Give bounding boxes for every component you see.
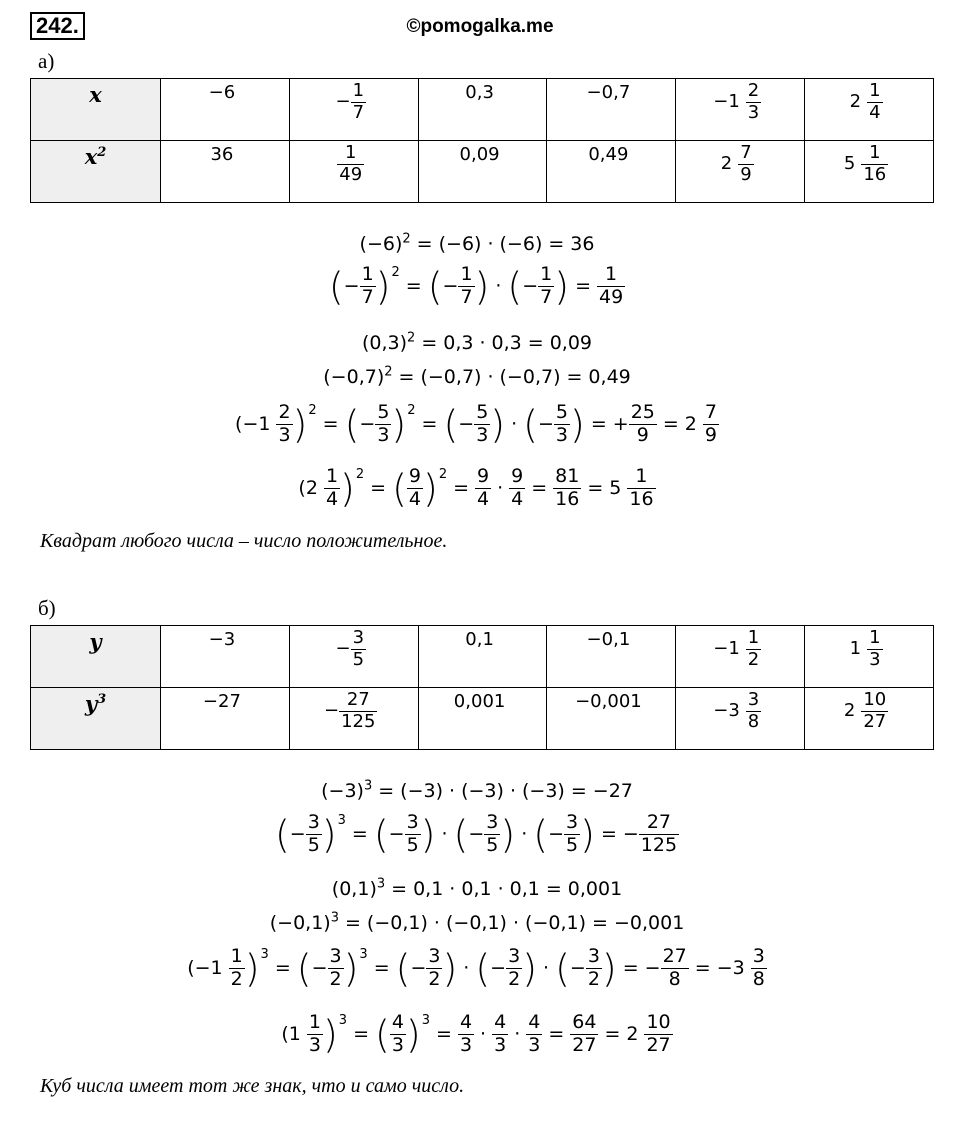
math-term: = [545,878,562,901]
math-term: 0,49 [588,144,629,165]
math-term: − $\frac{27}{125}$ [622,810,678,856]
fraction: $\frac{1}{7}$ [460,262,473,308]
fraction: $\frac{5}{3}$ [476,400,489,446]
math-term: (− $\frac{5}{3}$ )$^2$ [344,400,416,446]
math-term: = [345,912,361,935]
math-term: · [487,233,494,256]
fraction: $\frac{3}{5}$ [352,627,365,670]
fraction: $\frac{9}{4}$ [511,464,524,510]
table-cell [547,79,676,141]
math-term: $(-0,7)^2$ [323,365,393,389]
fraction: $\frac{10}{27}$ [646,1010,671,1056]
math-term: = [322,412,339,435]
math-term: −27 [592,780,633,803]
math-term [526,1010,542,1056]
math-term: (− $\frac{3}{2}$ ) [555,944,617,990]
table-cell [676,626,805,688]
math-term [644,1010,672,1056]
math-term: − $\frac{1}{7}$ [335,80,365,123]
fraction: $\frac{1}{2}$ [747,627,760,670]
math-term: 2 [849,91,862,113]
math-term: 0,09 [549,332,593,355]
math-term [570,1010,598,1056]
fraction: $\frac{2}{3}$ [278,400,291,446]
fraction: $\frac{4}{3}$ [459,1010,473,1056]
fraction: $\frac{3}{5}$ [566,810,579,856]
table-cell [289,688,418,750]
fraction: $\frac{1}{16}$ [863,142,887,185]
math-term: · [512,912,520,935]
fraction: $\frac{1}{7}$ [361,262,374,308]
math-term: (− $\frac{3}{5}$ )$^3$ [274,810,346,856]
math-term [492,1010,508,1056]
math-term: 36 [210,144,234,165]
table-cell [805,79,934,141]
watermark: ©pomogalka.me [406,16,554,37]
table-cell [676,141,805,203]
fraction: $\frac{9}{4}$ [408,464,421,510]
math-term: 0,3 [465,82,494,103]
math-term: $(-6)^2$ [359,232,411,256]
equation [0,946,960,990]
math-term: −3 [716,956,745,979]
math-term: (−0,1) [445,912,507,935]
math-term [703,400,719,446]
math-term: $(0,3)^2$ [361,331,416,355]
table-b [30,625,934,750]
math-term: · [497,476,504,499]
fraction: $\frac{4}{3}$ [494,1010,507,1056]
math-term [627,464,655,510]
math-term: (−0,7) [420,366,482,389]
math-term: = [274,956,291,979]
equation [0,1012,960,1056]
table-cell [676,688,805,750]
fraction: $\frac{3}{8}$ [747,689,760,732]
math-term: = [378,780,395,803]
math-term [553,464,581,510]
equation [0,812,960,856]
math-term: −0,7 [586,82,631,103]
fraction: $\frac{1}{4}$ [869,80,881,123]
table-row [31,141,934,203]
math-term: 0,1 [465,629,494,650]
math-term: − $\frac{3}{5}$ [335,627,365,670]
math-term: (−6) [499,233,543,256]
table-cell [289,141,418,203]
table-cell [547,688,676,750]
fraction: $\frac{27}{8}$ [662,944,687,990]
fraction: $\frac{3}{2}$ [587,944,600,990]
fraction: $\frac{1}{16}$ [629,464,654,510]
math-term: −1 [713,638,740,660]
math-term: = [421,412,438,435]
math-term: (−6) [438,233,482,256]
math-term: · [521,822,528,845]
equation [0,365,960,388]
math-term: $(-3)^3$ [321,779,373,803]
math-term [458,1010,474,1056]
math-term: 0,1 [413,878,444,901]
row-header: $y^3$ [31,688,161,750]
math-term: (− $\frac{3}{5}$ ) [373,810,436,856]
math-term: = [421,332,438,355]
math-term: (−1 [235,412,271,435]
math-term: 0,001 [567,878,623,901]
math-term: = [600,822,617,845]
equation [0,779,960,802]
math-term: (−3) [521,780,565,803]
fraction: $\frac{2}{3}$ [747,80,760,123]
math-term [746,689,761,732]
fraction: $\frac{1}{7}$ [540,262,553,308]
math-term: (− $\frac{1}{7}$ ) [427,262,490,308]
row-header: y [31,626,161,688]
math-term: − $\frac{27}{8}$ [644,944,687,990]
fraction: $\frac{81}{16}$ [555,464,580,510]
math-term: −3 [208,629,236,650]
fraction: $\frac{4}{3}$ [391,1010,404,1056]
math-term: = [405,274,422,297]
table-cell [161,688,290,750]
math-term: 2 [626,1022,639,1045]
math-term: (− $\frac{3}{5}$ ) [453,810,516,856]
math-term [861,689,888,732]
math-term: = [453,476,470,499]
row-header: $x^2$ [31,141,161,203]
fraction: $\frac{9}{4}$ [477,464,490,510]
table-cell [289,79,418,141]
fraction: $\frac{1}{4}$ [325,464,339,510]
math-term: (− $\frac{3}{2}$ ) [395,944,458,990]
fraction: $\frac{27}{125}$ [341,689,376,732]
table-cell [161,141,290,203]
fraction: $\frac{4}{3}$ [528,1010,541,1056]
note-a: Квадрат любого числа – число положительное. [40,530,448,552]
math-term: = [370,476,387,499]
math-term: ( $\frac{4}{3}$ )$^3$ [375,1010,431,1056]
math-term: = [398,366,415,389]
math-term [746,80,761,123]
math-term: 2 [843,700,856,722]
math-term: · [441,822,448,845]
fraction: $\frac{3}{2}$ [329,944,342,990]
math-term: $\frac{1}{2}$ )$^3$ [230,944,269,990]
math-term: = [373,956,390,979]
math-term: = [391,878,408,901]
math-term: 0,1 [461,878,492,901]
fraction: $\frac{7}{9}$ [704,400,717,446]
table-cell [805,626,934,688]
equation [0,331,960,354]
table-cell [418,79,547,141]
math-term: · [497,878,504,901]
math-term: · [433,912,440,935]
math-term [751,944,767,990]
math-term: 0,1 [509,878,540,901]
math-term: · [509,780,516,803]
table-row [31,79,934,141]
math-term: −27 [202,691,241,712]
math-term: = [566,366,583,389]
math-term: = [527,332,544,355]
table-cell [161,79,290,141]
fraction: $\frac{10}{27}$ [863,689,887,732]
math-term: (−3) [461,780,504,803]
table-cell [418,626,547,688]
fraction: $\frac{1}{49}$ [599,262,624,308]
math-term: 0,001 [453,691,506,712]
fraction: $\frac{5}{3}$ [555,400,569,446]
math-term: = [531,476,548,499]
math-term: (− $\frac{1}{7}$ ) [507,262,570,308]
fraction: $\frac{3}{2}$ [508,944,521,990]
math-term: = [590,412,607,435]
math-term: (1 [281,1022,301,1045]
math-term: $\frac{2}{3}$ )$^2$ [278,400,317,446]
math-term: = [548,1022,565,1045]
fraction: $\frac{1}{7}$ [352,80,365,123]
math-term: = [416,233,433,256]
math-term [746,627,761,670]
math-term: = [592,912,608,935]
math-term: (−0,1) [366,912,428,935]
math-term: = [575,274,591,297]
math-term [597,262,625,308]
table-row [31,626,934,688]
math-term: 5 [843,153,856,175]
math-term: 0,49 [588,366,631,389]
math-term: · [449,878,456,901]
math-term [867,80,882,123]
math-term: (− $\frac{3}{5}$ ) [533,810,595,856]
math-term: 5 [609,476,622,499]
equation [0,232,960,255]
math-term [861,142,888,185]
fraction: $\frac{1}{2}$ [230,944,243,990]
fraction: $\frac{1}{49}$ [339,142,363,185]
table-cell [805,141,934,203]
fraction: $\frac{3}{2}$ [428,944,441,990]
fraction: $\frac{3}{5}$ [486,810,499,856]
math-term: · [463,956,470,979]
math-term: −0,001 [575,691,642,712]
math-term: · [487,366,494,389]
math-term: · [543,956,550,979]
fraction: $\frac{27}{125}$ [640,810,678,856]
math-term: $(0,1)^3$ [331,877,386,901]
math-term: (−3) [400,780,444,803]
math-term: 0,3 [443,332,474,355]
math-term: −6 [208,82,236,103]
math-term: 2 [684,412,697,435]
math-term: = [436,1022,452,1045]
math-term: = [587,476,604,499]
table-row [31,688,934,750]
math-term: (− $\frac{3}{2}$ )$^3$ [296,944,368,990]
math-term: = [694,956,711,979]
table-cell [161,626,290,688]
math-term: · [495,274,502,297]
math-term: = [570,780,587,803]
fraction: $\frac{5}{3}$ [377,400,390,446]
problem-number: 242. [30,12,85,40]
row-header: x [31,79,161,141]
equation [0,466,960,510]
math-term: −0,001 [613,912,685,935]
table-cell [289,626,418,688]
math-term: (− $\frac{3}{2}$ ) [475,944,538,990]
table-cell [547,141,676,203]
math-term: − $\frac{27}{125}$ [324,689,376,732]
equation [0,911,960,934]
math-term: · [449,780,456,803]
fraction: $\frac{25}{9}$ [630,400,655,446]
math-term [475,464,491,510]
note-b: Куб числа имеет тот же знак, что и само число. [40,1075,465,1097]
math-term: ( $\frac{9}{4}$ )$^2$ [392,464,448,510]
math-term: · [479,332,486,355]
math-term: −1 [713,91,740,113]
fraction: $\frac{1}{3}$ [308,1010,321,1056]
math-term: = [548,233,565,256]
table-cell [547,626,676,688]
math-term: 0,3 [491,332,522,355]
math-term [867,627,882,670]
math-term: = [353,1022,369,1045]
math-term: $\frac{1}{4}$ )$^2$ [325,464,365,510]
table-cell [805,688,934,750]
math-term: 1 [849,638,862,660]
table-a [30,78,934,203]
math-term: (−1 [187,956,223,979]
math-term: 2 [720,153,733,175]
table-cell [418,141,547,203]
part-b-label: б) [38,596,56,620]
fraction: $\frac{64}{27}$ [572,1010,597,1056]
math-term: $\frac{1}{3}$ )$^3$ [308,1010,348,1056]
math-term: (− $\frac{5}{3}$ ) [523,400,585,446]
math-term: + $\frac{25}{9}$ [612,400,655,446]
math-term: = [662,412,679,435]
equation [0,264,960,308]
fraction: $\frac{3}{5}$ [406,810,419,856]
math-term: = [604,1022,621,1045]
math-term: · [511,412,518,435]
math-term: (2 [298,476,318,499]
math-term [509,464,525,510]
math-term: 0,09 [459,144,500,165]
math-term: (−0,7) [499,366,561,389]
part-a-label: а) [38,49,55,73]
math-term: $(-0,1)^3$ [269,911,339,935]
math-term: = [351,822,368,845]
fraction: $\frac{1}{3}$ [869,627,881,670]
math-term [337,142,364,185]
equation [0,877,960,900]
math-term: = [622,956,639,979]
fraction: $\frac{7}{9}$ [740,142,752,185]
math-term: −3 [713,700,740,722]
equation [0,402,960,446]
fraction: $\frac{3}{5}$ [307,810,320,856]
math-term: (− $\frac{1}{7}$ )$^2$ [328,262,400,308]
math-term: 36 [570,233,595,256]
table-cell [676,79,805,141]
math-term: −0,1 [586,629,631,650]
table-cell [418,688,547,750]
math-term [738,142,753,185]
math-term: (− $\frac{5}{3}$ ) [443,400,506,446]
math-term: · [514,1022,521,1045]
fraction: $\frac{3}{8}$ [752,944,765,990]
math-term: · [480,1022,487,1045]
math-term: (−0,1) [525,912,587,935]
